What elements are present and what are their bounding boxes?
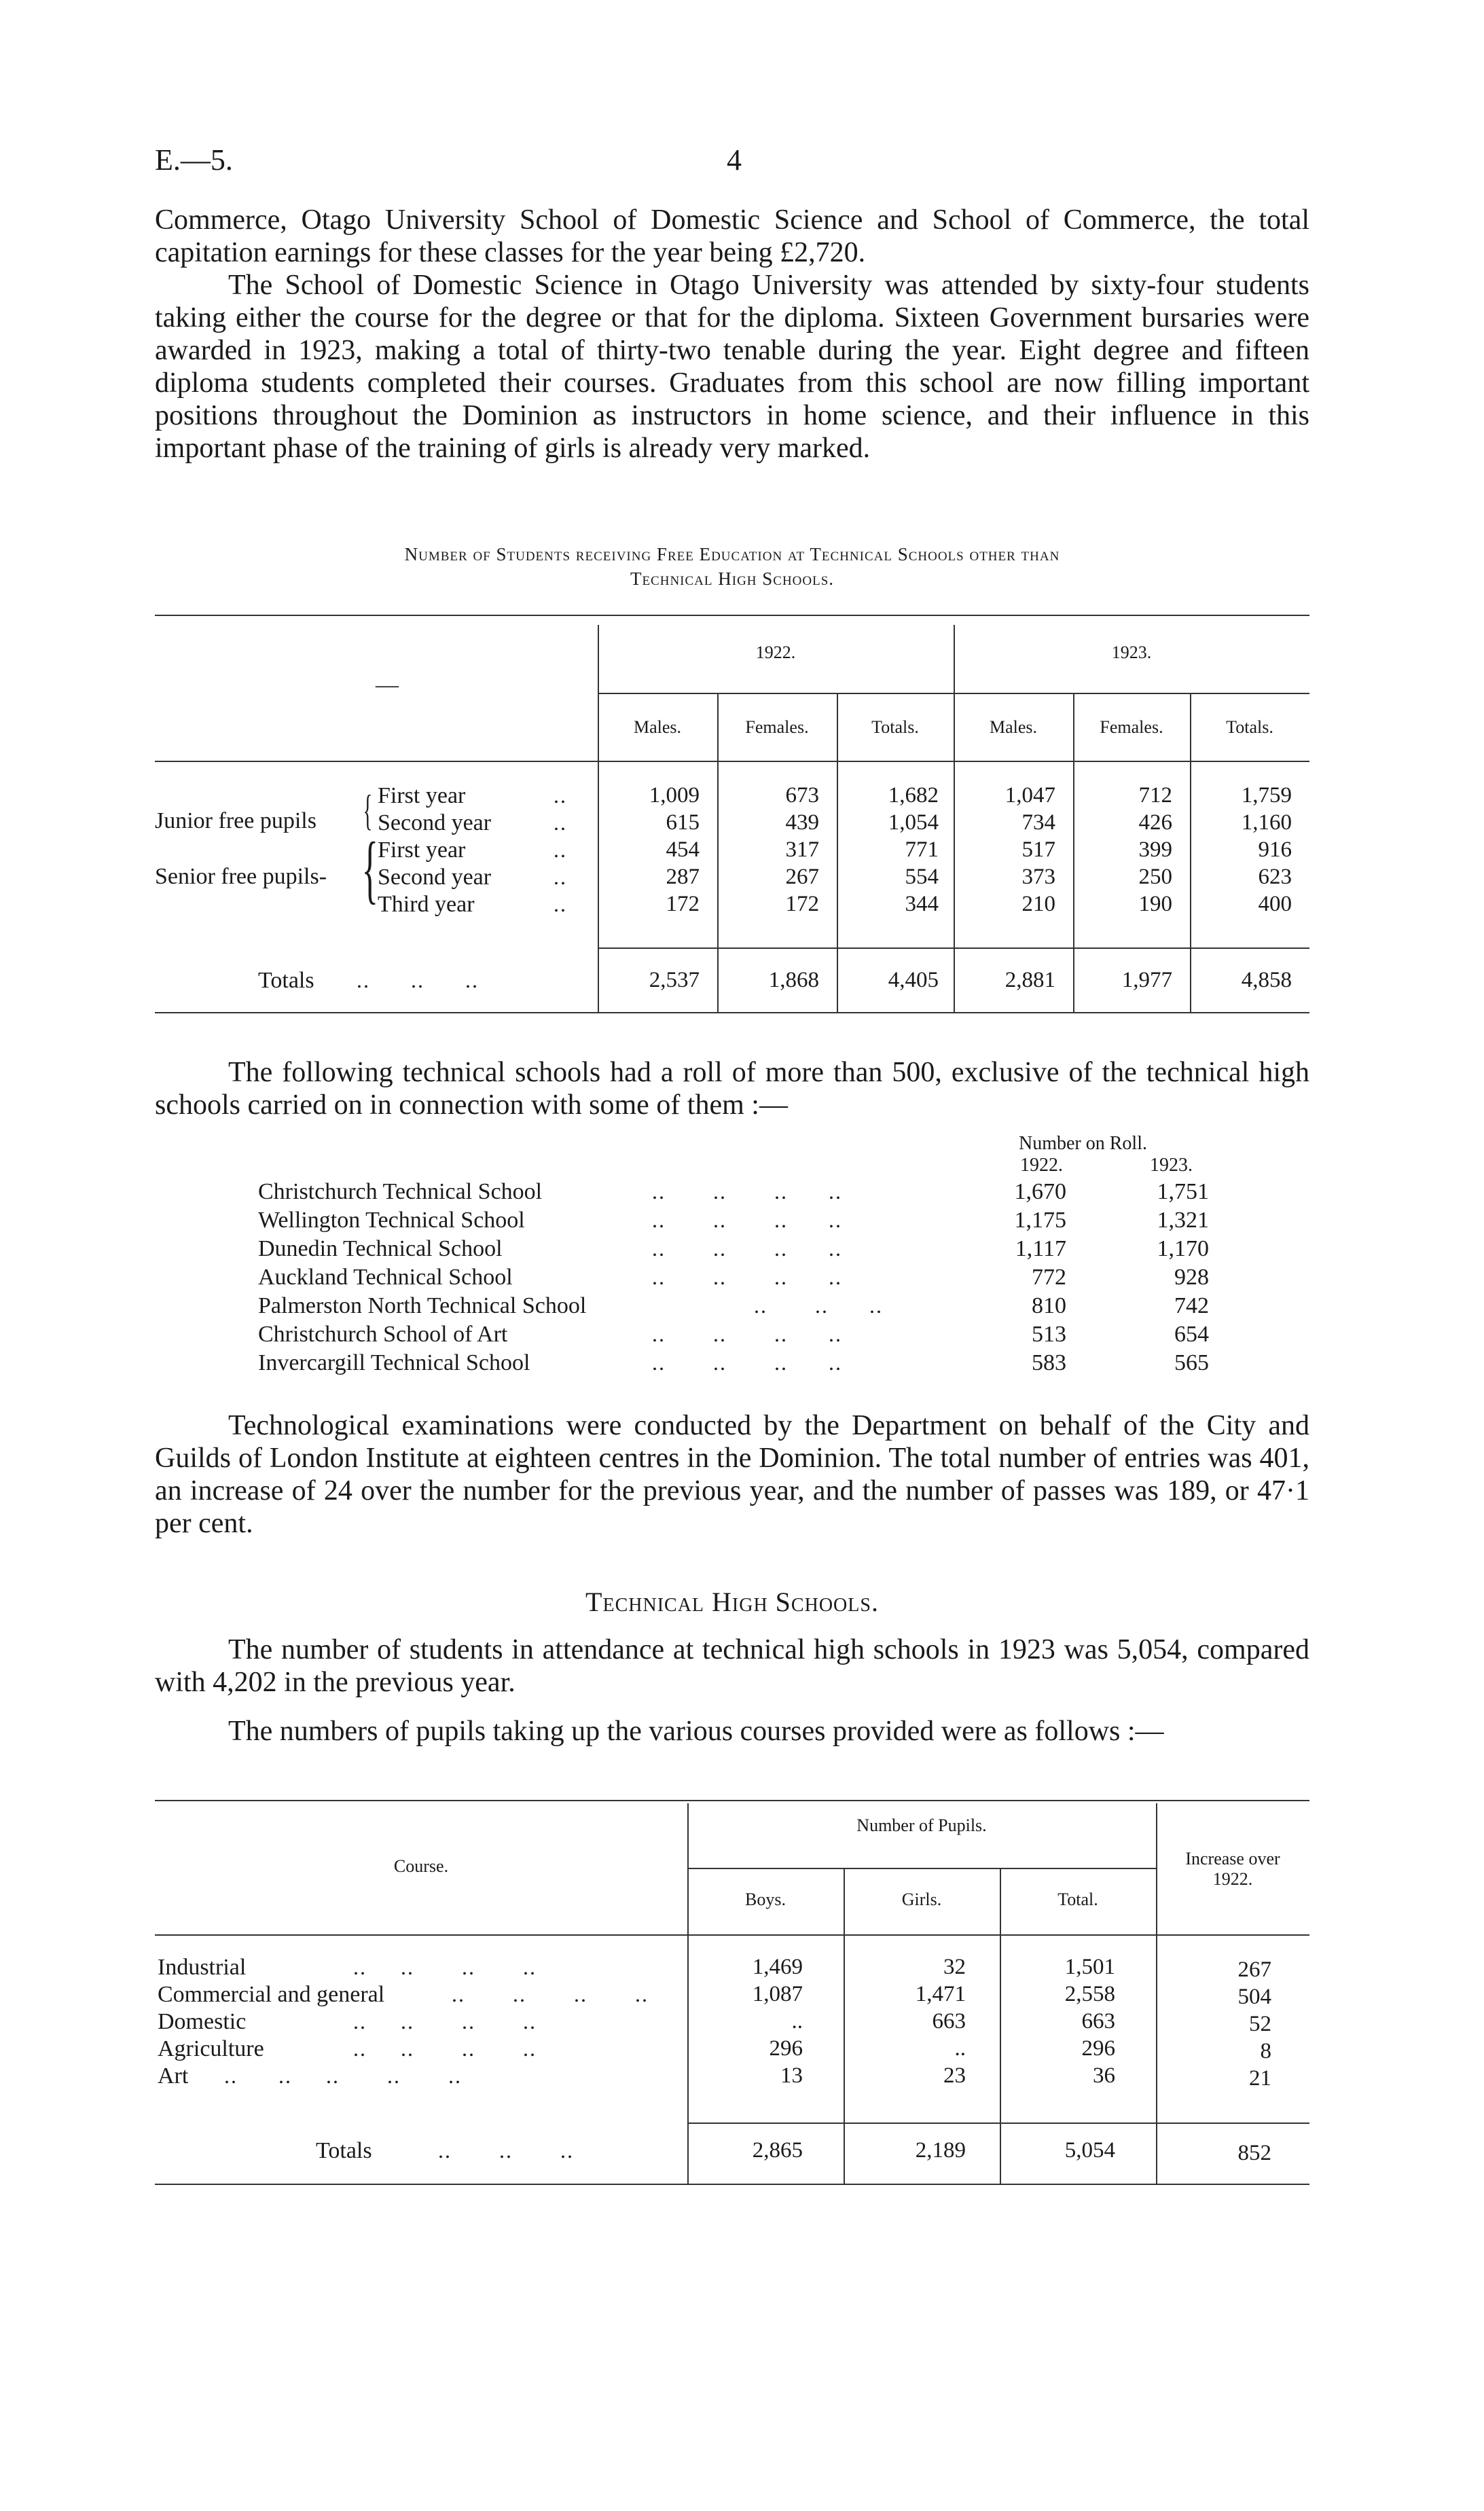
- cell: 344: [905, 892, 939, 916]
- leader-dots: .. .. ..: [754, 1293, 883, 1318]
- table1-year-1923: 1923.: [1111, 643, 1152, 662]
- total-cell: 2,537: [649, 968, 700, 992]
- school-name: Palmerston North Technical School: [258, 1293, 587, 1318]
- col-header-totals-1922: Totals.: [871, 717, 919, 737]
- cell: 1,759: [1241, 783, 1292, 808]
- roll-1923: 1,170: [1157, 1236, 1209, 1261]
- total-total: 5,054: [1064, 2138, 1115, 2163]
- group-junior-label: Junior free pupils: [155, 808, 316, 833]
- total-cell: 1,501: [1064, 1955, 1115, 1979]
- course-label: Commercial and general: [158, 1982, 385, 2007]
- boys-cell: 1,087: [752, 1982, 803, 2006]
- increase-cell: 267: [1237, 1957, 1271, 1982]
- cell: 426: [1138, 810, 1172, 835]
- roll-1923: 654: [1174, 1322, 1209, 1347]
- leader-dots: ..: [554, 810, 567, 835]
- cell: 771: [905, 837, 939, 862]
- cell: 172: [666, 892, 700, 916]
- increase-cell: 8: [1260, 2039, 1271, 2063]
- cell: 287: [666, 865, 700, 889]
- leader-dots: .. .. .. ..: [652, 1208, 842, 1232]
- total-cell: 4,858: [1241, 968, 1292, 992]
- roll-1922: 583: [1032, 1350, 1066, 1375]
- cell: 210: [1021, 892, 1055, 916]
- course-label: Art: [158, 2063, 189, 2089]
- table1-caption-line1: Number of Students receiving Free Education at Technical Schools other than: [404, 544, 1060, 564]
- roll-1922: 772: [1032, 1265, 1066, 1290]
- total-cell: 2,558: [1064, 1982, 1115, 2006]
- table1-stub-header: —: [376, 672, 399, 698]
- increase-total: 852: [1237, 2141, 1271, 2165]
- intro-text: [155, 204, 1309, 465]
- cell: 317: [785, 837, 819, 862]
- roll-1923: 1,751: [1157, 1179, 1209, 1204]
- leader-dots: .. .. .. ..: [353, 2009, 537, 2034]
- leader-dots: ..: [554, 783, 567, 808]
- total-cell: 1,868: [768, 968, 819, 992]
- school-name: Christchurch School of Art: [258, 1322, 508, 1347]
- girls-cell: 663: [932, 2009, 966, 2034]
- cell: 454: [666, 837, 700, 862]
- high-schools-paragraph-1: The number of students in attendance at technical high schools in 1923 was 5,054, compared with 4,202 in the previous year.: [155, 1634, 1309, 1698]
- course-header: Course.: [393, 1856, 449, 1876]
- cell: 400: [1258, 892, 1292, 916]
- roll-year-1923: 1923.: [1150, 1155, 1193, 1176]
- leader-dots: .. .. .. ..: [652, 1236, 842, 1261]
- cell: 399: [1138, 837, 1172, 862]
- cell: 1,054: [888, 810, 939, 835]
- row-label: First year: [378, 837, 466, 863]
- cell: 1,160: [1241, 810, 1292, 835]
- total-cell: 296: [1081, 2036, 1115, 2061]
- leader-dots: .. .. .. ..: [652, 1322, 842, 1346]
- row-label: Second year: [378, 865, 492, 890]
- girls-header: Girls.: [901, 1890, 942, 1909]
- roll-1923: 928: [1174, 1265, 1209, 1290]
- totals-label: Totals: [258, 968, 314, 993]
- leader-dots: .. .. .. ..: [652, 1265, 842, 1289]
- cell: 517: [1021, 837, 1055, 862]
- increase-header-line2: 1922.: [1212, 1869, 1253, 1889]
- section-heading: Technical High Schools.: [585, 1587, 879, 1617]
- row-label: Second year: [378, 810, 492, 835]
- table1-caption-line2: Technical High Schools.: [630, 568, 835, 589]
- total-cell: 1,977: [1121, 968, 1172, 992]
- col-header-females-1922: Females.: [745, 717, 809, 737]
- boys-cell: 1,469: [752, 1955, 803, 1979]
- leader-dots: .. .. .. ..: [353, 1955, 537, 1979]
- increase-header: [1156, 1849, 1309, 1890]
- cell: 916: [1258, 837, 1292, 862]
- totals-label: Totals: [316, 2138, 372, 2163]
- leader-dots: .. .. .. ..: [652, 1179, 842, 1204]
- girls-cell: ..: [954, 2036, 966, 2061]
- roll-1923: 565: [1174, 1350, 1209, 1375]
- total-cell: 663: [1081, 2009, 1115, 2034]
- total-header: Total.: [1057, 1890, 1098, 1909]
- boys-cell: 296: [769, 2036, 803, 2061]
- leader-dots: ..: [554, 892, 567, 916]
- group-senior-label: Senior free pupils-: [155, 864, 327, 889]
- cell: 373: [1021, 865, 1055, 889]
- table1-year-1922: 1922.: [755, 643, 796, 662]
- total-cell: 2,881: [1005, 968, 1055, 992]
- leader-dots: .. .. .. .. ..: [224, 2063, 462, 2088]
- roll-year-1922: 1922.: [1020, 1155, 1063, 1176]
- school-name: Dunedin Technical School: [258, 1236, 503, 1261]
- girls-total: 2,189: [915, 2138, 966, 2163]
- cell: 554: [905, 865, 939, 889]
- document-code: E.—5.: [155, 143, 233, 177]
- roll-1923: 742: [1174, 1293, 1209, 1318]
- row-label: First year: [378, 783, 466, 808]
- junior-brace: {: [363, 786, 373, 834]
- col-header-totals-1923: Totals.: [1226, 717, 1273, 737]
- table1-caption: [155, 542, 1309, 591]
- col-header-males-1922: Males.: [633, 717, 682, 737]
- school-name: Auckland Technical School: [258, 1265, 513, 1290]
- intro-paragraph-1: Commerce, Otago University School of Domestic Science and School of Commerce, the total capitation earnings for these classes for the year being £2,720.: [155, 204, 1309, 268]
- cell: 1,682: [888, 783, 939, 808]
- leader-dots: ..: [554, 865, 567, 889]
- total-cell: 4,405: [888, 968, 939, 992]
- leader-dots: .. .. .. ..: [353, 2036, 537, 2061]
- girls-cell: 1,471: [915, 1982, 966, 2006]
- cell: 673: [785, 783, 819, 808]
- course-label: Domestic: [158, 2009, 247, 2034]
- col-header-males-1923: Males.: [989, 717, 1038, 737]
- roll-1922: 1,117: [1015, 1236, 1066, 1261]
- increase-header-line1: Increase over: [1185, 1849, 1280, 1868]
- girls-cell: 23: [943, 2063, 966, 2088]
- cell: 190: [1138, 892, 1172, 916]
- course-label: Agriculture: [158, 2036, 264, 2061]
- cell: 250: [1138, 865, 1172, 889]
- cell: 734: [1021, 810, 1055, 835]
- pupils-header: Number of Pupils.: [856, 1815, 987, 1835]
- leader-dots: .. .. .. ..: [652, 1350, 842, 1375]
- cell: 172: [785, 892, 819, 916]
- boys-header: Boys.: [745, 1890, 786, 1909]
- school-name: Christchurch Technical School: [258, 1179, 543, 1204]
- cell: 712: [1138, 783, 1172, 808]
- increase-cell: 52: [1249, 2012, 1271, 2036]
- roll-1922: 1,175: [1014, 1208, 1066, 1233]
- cell: 439: [785, 810, 819, 835]
- roll-1923: 1,321: [1157, 1208, 1209, 1233]
- total-cell: 36: [1093, 2063, 1115, 2088]
- roll-intro: The following technical schools had a roll of more than 500, exclusive of the technical high schools carried on in connection with some of them :—: [155, 1057, 1309, 1121]
- cell: 615: [666, 810, 700, 835]
- roll-1922: 810: [1032, 1293, 1066, 1318]
- cell: 267: [785, 865, 819, 889]
- roll-header: Number on Roll.: [1019, 1133, 1147, 1154]
- col-header-females-1923: Females.: [1100, 717, 1163, 737]
- row-label: Third year: [378, 892, 475, 917]
- leader-dots: .. .. .. ..: [452, 1982, 649, 2006]
- boys-total: 2,865: [752, 2138, 803, 2163]
- school-name: Wellington Technical School: [258, 1208, 525, 1233]
- cell: 1,009: [649, 783, 700, 808]
- increase-cell: 504: [1237, 1985, 1271, 2009]
- tech-exams-paragraph: Technological examinations were conducted by the Department on behalf of the City and Guilds of London Institute at eighteen centres in the Dominion. The total number of entries was 401, an increase of 24 over the number for the previous year, and the number of passes was 189, or 47·1 per cent.: [155, 1410, 1309, 1539]
- leader-dots: ..: [554, 837, 567, 862]
- page-number: 4: [727, 143, 742, 177]
- leader-dots: .. .. ..: [438, 2138, 574, 2163]
- increase-cell: 21: [1249, 2066, 1271, 2091]
- high-schools-paragraph-2: The numbers of pupils taking up the various courses provided were as follows :—: [228, 1716, 1164, 1747]
- boys-cell: 13: [780, 2063, 803, 2088]
- school-name: Invercargill Technical School: [258, 1350, 530, 1375]
- cell: 623: [1258, 865, 1292, 889]
- leader-dots: .. .. ..: [357, 968, 479, 992]
- intro-paragraph-2: The School of Domestic Science in Otago University was attended by sixty-four students taking either the course for the degree or that for the diploma. Sixteen Government bursaries were awarded in 1923, making a total of thirty-two tenable during the year. Eight degree and fifteen diploma students completed their courses. Graduates from this school are now filling important positions throughout the Dominion as instructors in home science, and their influence in this important phase of the training of girls is already very marked.: [155, 270, 1309, 464]
- course-label: Industrial: [158, 1955, 247, 1980]
- girls-cell: 32: [943, 1955, 966, 1979]
- roll-1922: 1,670: [1014, 1179, 1066, 1204]
- cell: 1,047: [1005, 783, 1055, 808]
- roll-1922: 513: [1032, 1322, 1066, 1347]
- boys-cell: ..: [791, 2009, 803, 2034]
- senior-brace: {: [361, 827, 378, 911]
